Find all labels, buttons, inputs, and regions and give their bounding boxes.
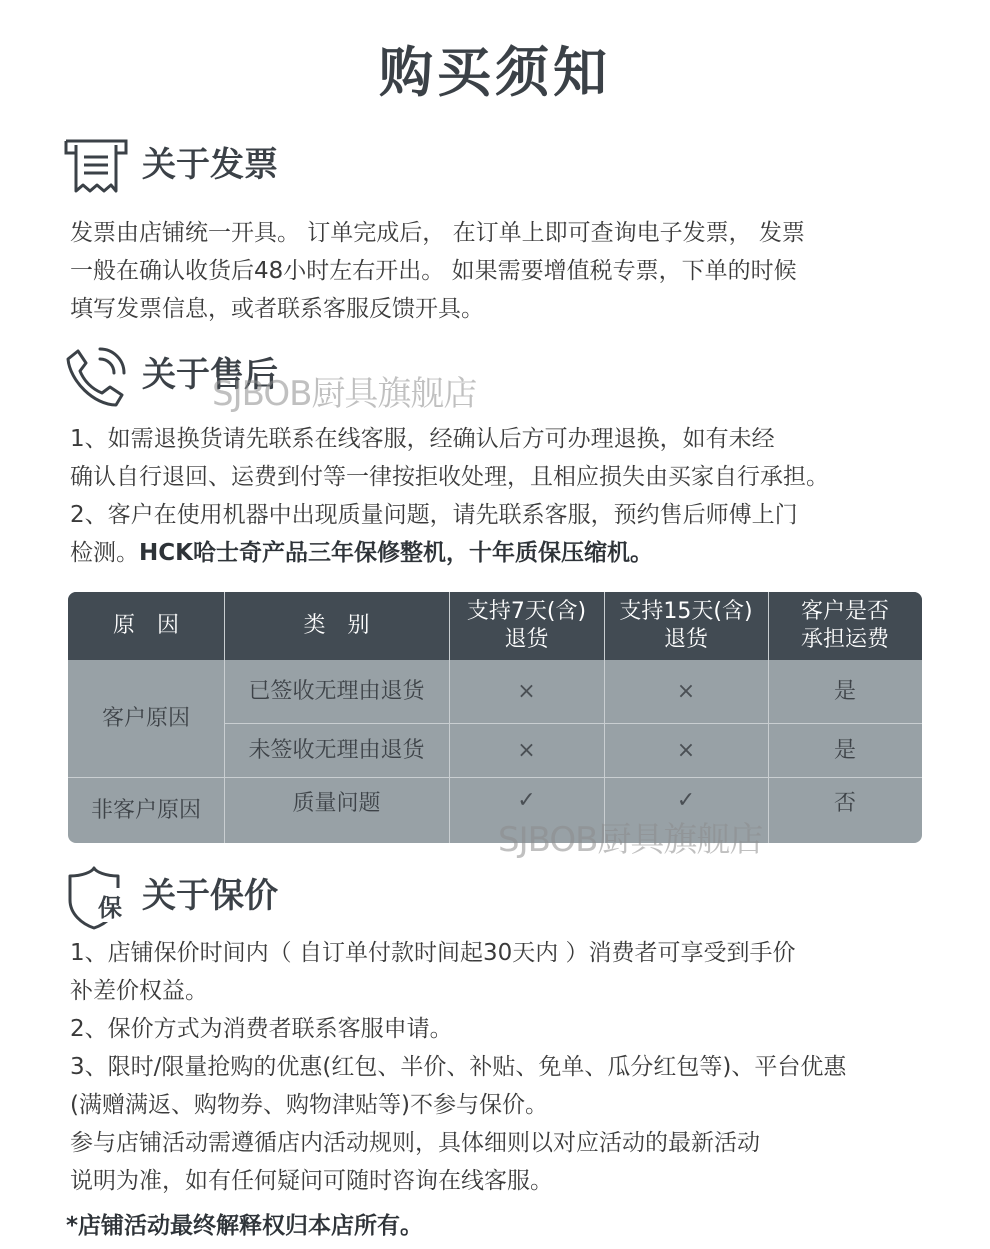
aftersale-line: 1、如需退换货请先联系在线客服，经确认后方可办理退换，如有未经 xyxy=(70,426,775,452)
price-line: 3、限时/限量抢购的优惠(红包、半价、补贴、免单、瓜分红包等)、平台优惠 xyxy=(70,1054,847,1080)
check-icon: ✓ xyxy=(676,787,696,813)
price-protection-heading: 关于保价 xyxy=(142,876,278,916)
cross-icon: × xyxy=(676,678,696,704)
price-line: 说明为准，如有任何疑问可随时咨询在线客服。 xyxy=(70,1168,553,1194)
aftersale-line: 确认自行退回、运费到付等一律按拒收处理，且相应损失由买家自行承担。 xyxy=(70,464,829,490)
aftersale-heading: 关于售后 xyxy=(142,355,278,395)
aftersale-text xyxy=(70,420,930,572)
table-header-reason: 原 因 xyxy=(68,592,224,660)
cross-icon: × xyxy=(517,678,536,704)
table-header-shipping-fee: 客户是否 承担运费 xyxy=(768,592,922,660)
aftersale-line: 2、客户在使用机器中出现质量问题，请先联系客服，预约售后师傅上门 xyxy=(70,502,798,528)
warranty-text: HCK哈士奇产品三年保修整机，十年质保压缩机。 xyxy=(139,540,653,566)
table-row-category: 质量问题 xyxy=(292,790,381,816)
cross-icon: × xyxy=(517,737,536,763)
table-header-7day: 支持7天(含) 退货 xyxy=(449,592,604,660)
table-row-category: 已签收无理由退货 xyxy=(248,678,425,704)
invoice-line: 一般在确认收货后48小时左右开出。 如果需要增值税专票，下单的时候 xyxy=(70,258,797,284)
cross-icon: × xyxy=(676,737,696,763)
price-protection-text xyxy=(70,934,930,1200)
table-row-fee: 是 xyxy=(833,678,856,704)
phone-icon xyxy=(64,345,130,411)
table-header-category: 类 别 xyxy=(224,592,449,660)
page-title: 购买须知 xyxy=(379,41,611,104)
price-line: 参与店铺活动需遵循店内活动规则，具体细则以对应活动的最新活动 xyxy=(70,1130,760,1156)
price-line: 1、店铺保价时间内（ 自订单付款时间起30天内 ）消费者可享受到手价 xyxy=(70,940,796,966)
return-policy-table xyxy=(68,592,922,843)
watermark: SJBOB厨具旗舰店 xyxy=(498,820,763,860)
invoice-line: 发票由店铺统一开具。 订单完成后， 在订单上即可查询电子发票， 发票 xyxy=(70,220,805,246)
invoice-line: 填写发票信息，或者联系客服反馈开具。 xyxy=(70,296,484,322)
aftersale-line xyxy=(70,534,930,572)
invoice-heading: 关于发票 xyxy=(142,145,278,185)
table-row-fee: 否 xyxy=(833,790,856,816)
price-line: (满赠满返、购物券、购物津贴等)不参与保价。 xyxy=(70,1092,548,1118)
shield-icon xyxy=(64,866,130,932)
watermark: SJBOB厨具旗舰店 xyxy=(212,374,477,414)
price-line: 2、保价方式为消费者联系客服申请。 xyxy=(70,1016,453,1042)
price-line: 补差价权益。 xyxy=(70,978,208,1004)
aftersale-line-plain: 检测。 xyxy=(70,540,139,566)
table-header-15day: 支持15天(含) 退货 xyxy=(604,592,768,660)
shield-icon-char: 保 xyxy=(98,894,122,922)
table-group-non-customer-reason: 非客户原因 xyxy=(90,797,201,823)
receipt-icon xyxy=(64,135,130,201)
table-row-fee: 是 xyxy=(833,737,856,763)
check-icon: ✓ xyxy=(517,787,536,813)
footnote: *店铺活动最终解释权归本店所有。 xyxy=(66,1213,424,1239)
table-row-category: 未签收无理由退货 xyxy=(248,737,425,763)
invoice-text xyxy=(70,214,930,328)
table-group-customer-reason: 客户原因 xyxy=(101,705,190,731)
